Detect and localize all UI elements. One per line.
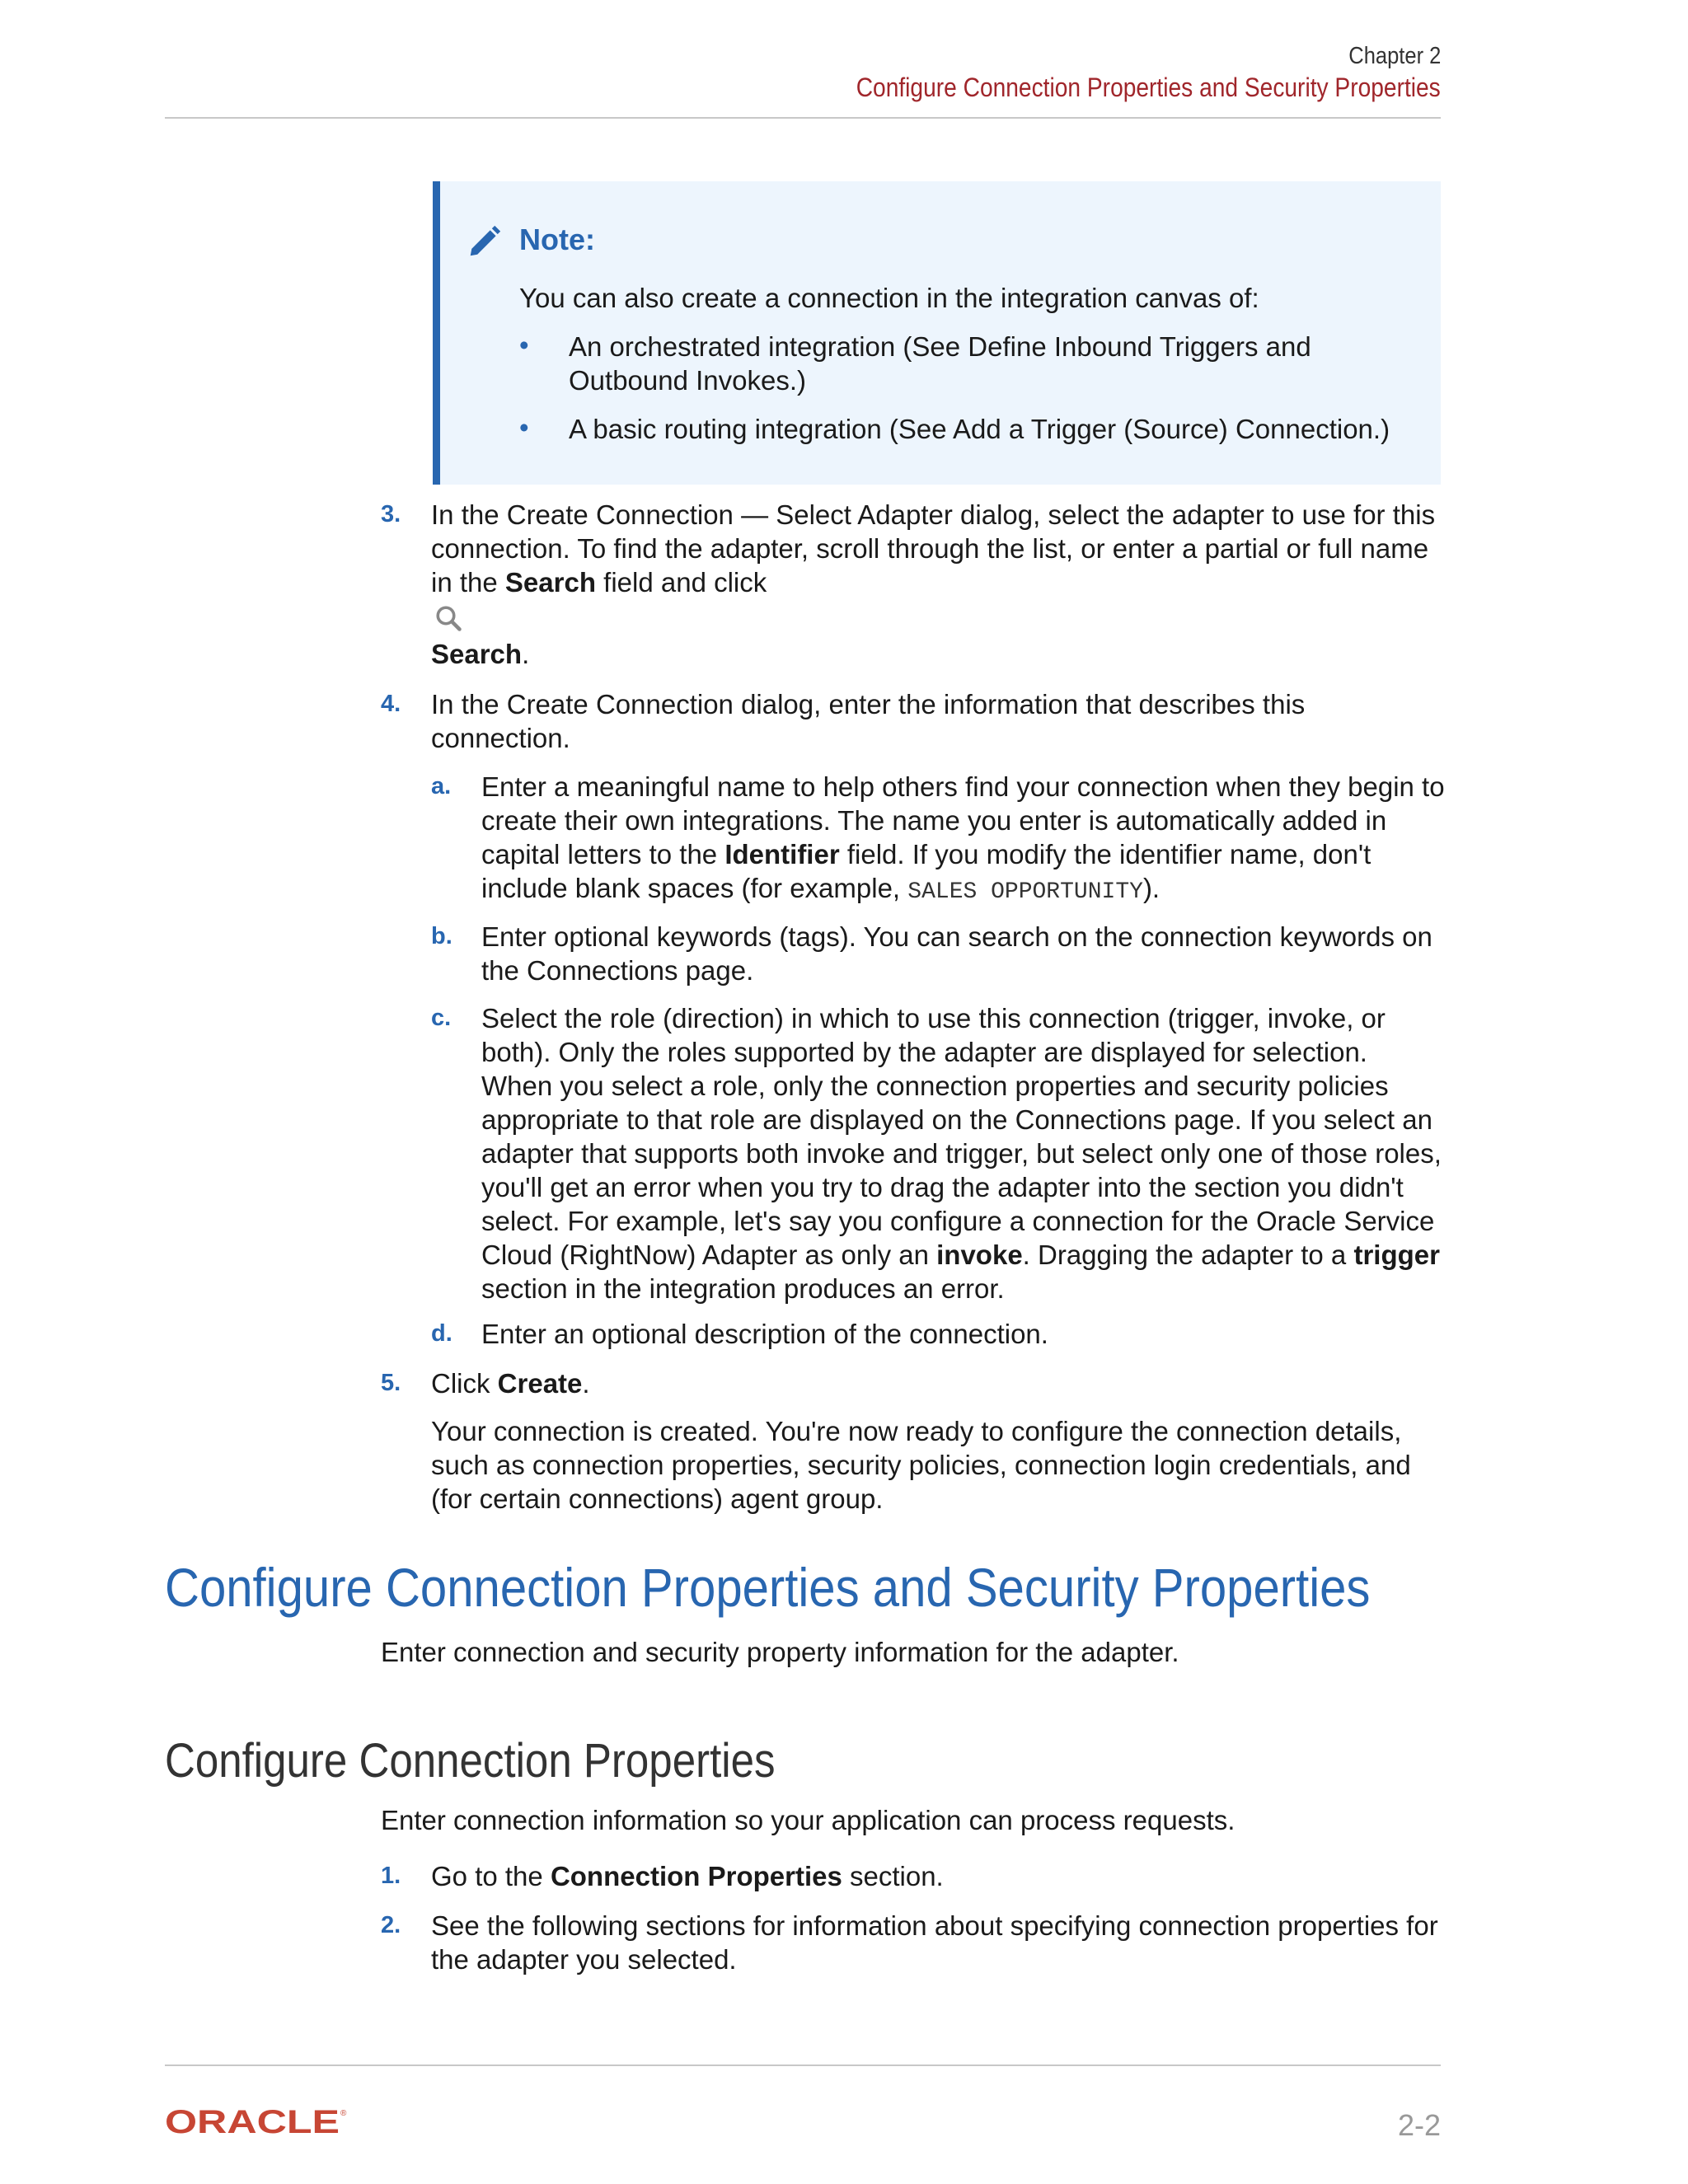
oracle-logo [165, 2106, 354, 2139]
note-bullet-text[interactable]: A basic routing integration (See Add a Trigger (Source) Connection.) [569, 414, 1390, 444]
step-number: 3. [381, 501, 401, 527]
section-intro: Enter connection and security property information for the adapter. [381, 1637, 1179, 1667]
substep-c-text: Select the role (direction) in which to use this connection (trigger, invoke, or both). Only the roles supported by the adapter are displayed for selection. When you select a role, only the connection properties and security policies appropriate to that role are displayed on the Connections page. If you select an adapter that supports both invoke and trigger, but select only one of those roles, you'll get an error when you try to drag the adapter into the section you didn't select. For example, let's say you configure a connection for the Oracle Service Cloud (RightNow) Adapter as only an invoke. Dragging the adapter to a trigger section in the integration produces an error. [481, 1003, 1442, 1304]
substep-a-text: Enter a meaningful name to help others find your connection when they begin to create their own integrations. The name you enter is automatically added in capital letters to the Identifier field. If you modify the identifier name, don't include blank spaces (for example, SALES OPPORTUNITY). [481, 771, 1445, 905]
step-number: 1. [381, 1863, 401, 1889]
section-heading: Configure Connection Properties and Security Properties [165, 1557, 1371, 1618]
step-5-text: Click Create. [431, 1368, 590, 1399]
step-3-text: In the Create Connection — Select Adapter dialog, select the adapter to use for this connection. To find the adapter, scroll through the list, or enter a partial or full name in the Search field and click [431, 499, 1436, 598]
step-4-text: In the Create Connection dialog, enter the information that describes this connection. [431, 689, 1306, 753]
step-number: 5. [381, 1370, 401, 1396]
step-number: 2. [381, 1912, 401, 1938]
bullet: • [519, 412, 529, 443]
substep-d-text: Enter an optional description of the connection. [481, 1319, 1048, 1349]
substep-label: b. [431, 923, 452, 949]
bullet: • [519, 330, 529, 360]
step-5-result: Your connection is created. You're now ready to configure the connection details, such as connection properties, security policies, connection login credentials, and (for certain connections) agent group. [431, 1416, 1411, 1514]
substep-label: c. [431, 1005, 452, 1031]
subsection-intro: Enter connection information so your application can process requests. [381, 1805, 1236, 1835]
substep-label: d. [431, 1320, 452, 1347]
header-divider [165, 117, 1441, 119]
substep-label: a. [431, 773, 452, 799]
svg-text:ORACLE: ORACLE [165, 2106, 340, 2139]
code-sample: SALES OPPORTUNITY [907, 879, 1143, 905]
step-3-search-label: Search. [431, 639, 530, 669]
step-1-text: Go to the Connection Properties section. [431, 1861, 944, 1891]
substep-b-text: Enter optional keywords (tags). You can search on the connection keywords on the Connections page. [481, 921, 1432, 986]
note-title: Note: [519, 223, 595, 256]
step-2-text: See the following sections for information about specifying connection properties for the adapter you selected. [431, 1910, 1438, 1975]
page-number: 2-2 [1397, 2108, 1441, 2142]
step-number: 4. [381, 691, 401, 717]
search-icon [434, 603, 463, 633]
note-intro: You can also create a connection in the integration canvas of: [519, 283, 1259, 313]
pencil-icon [466, 223, 504, 260]
running-section-title[interactable]: Configure Connection Properties and Security Properties [856, 73, 1441, 102]
note-bullet-text[interactable]: An orchestrated integration (See Define Inbound Triggers and Outbound Invokes.) [569, 331, 1311, 396]
svg-text:®: ® [340, 2109, 347, 2118]
subsection-heading: Configure Connection Properties [165, 1734, 776, 1788]
chapter-label: Chapter 2 [1348, 43, 1441, 69]
footer-divider [165, 2064, 1441, 2066]
